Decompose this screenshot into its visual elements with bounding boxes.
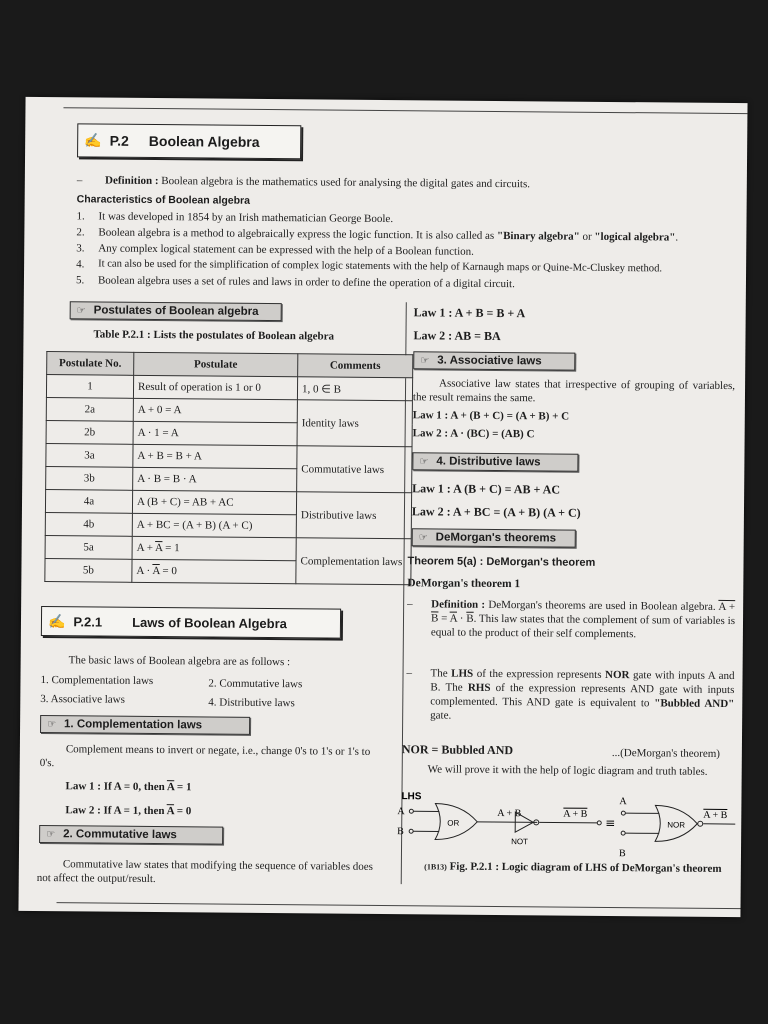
item-number: 3. [76,242,85,255]
distributive-title: 4. Distributive laws [436,455,541,469]
lhs-bold: RHS [467,681,491,694]
nor-bubble [698,821,703,826]
characteristics-title: Characteristics of Boolean algebra [76,193,251,207]
table-header-row [47,352,413,378]
law-bar: $\overline{A}$ [166,781,175,794]
complementation-law1 [65,779,191,794]
cell-postulate: A · B = B · A [133,467,297,491]
eq-part: = 1 [162,542,180,555]
demorgan-theorem: Theorem 5(a) : DeMorgan's theorem [407,555,596,569]
lhs-text: The [430,667,452,680]
figure-caption-text: Fig. P.2.1 : Logic diagram of LHS of DeMorgan's theorem [449,860,722,875]
complementation-law2 [65,803,191,818]
nor-reference: ...(DeMorgan's theorem) [611,747,721,760]
nor-input-a-label: A [619,796,627,808]
commutative-title: 2. Commutative laws [63,828,177,842]
lhs-text: gate. [430,709,452,722]
equivalence-sign: ≡ [605,815,616,831]
item-text-part: Boolean algebra is a method to algebraically express the logic function. It is also called as [98,226,498,242]
input-a-label: A [397,806,405,818]
item-text: Any complex logical statement can be expressed with the help of a Boolean function. [98,242,475,258]
item-bold: "logical algebra" [594,230,676,244]
item-text-part: . [675,231,679,244]
definition-text: Boolean algebra is the mathematics used for analysing the digital gates and circuits. [161,175,531,191]
distributive-law2: Law 2 : A + BC = (A + B) (A + C) [411,504,581,520]
bottom-rule [57,902,741,909]
cell-no: 2a [46,398,133,422]
table-row [45,490,411,516]
table-row [45,536,411,562]
demorgan-eq-mid: = [438,612,450,625]
item-text: Boolean algebra uses a set of rules and laws in order to define the operation of a digital circuit. [97,274,515,291]
associative-heading [413,351,575,370]
pointing-hand-icon: ☞ [419,455,429,467]
figure-caption [423,859,723,877]
commutative-law1: Law 1 : A + B = B + A [413,305,526,321]
cell-no: 1 [46,375,133,399]
item-text-part: or [579,230,595,243]
cell-comment: Identity laws [297,400,412,447]
commutative-law2: Law 2 : AB = BA [413,328,501,344]
complementation-text: Complement means to invert or negate, i.e., change 0's to 1's or 1's to 0's. [39,743,371,770]
eq-part: A + [136,541,156,555]
demorgan-def-text: DeMorgan's theorems are used in Boolean algebra. [488,598,716,613]
not-label: NOT [511,837,529,847]
law-part: = 0 [173,805,192,818]
laws-number: P.2.1 [73,613,103,630]
input-a-node [409,809,413,813]
item-number: 2. [76,226,85,239]
eq-part: A · [136,564,153,577]
lhs-text: gate with inputs A and B. The [430,669,735,694]
lhs-label: LHS [401,791,422,803]
cell-no: 5b [45,559,132,583]
header-cell: Postulate [134,352,298,376]
item-number: 5. [75,274,85,287]
cell-no: 4b [45,513,132,537]
cell-no: 3a [46,444,133,468]
item-bold: "Binary algebra" [496,229,580,243]
laws-intro: The basic laws of Boolean algebra are as follows : [68,654,291,669]
definition [77,173,717,193]
pencil-icon: ✍ [47,612,66,629]
page [18,97,747,917]
nor-input-b-label: B [618,848,626,860]
output-node [597,821,601,825]
nor-output-label: A + B [703,809,728,822]
wire-or-out [477,822,537,823]
demorgan-eq-a: $\overline{A}$ [449,612,458,625]
definition-label: Definition : [105,174,159,188]
section-heading [77,123,301,159]
demorgan-title: DeMorgan's theorems [435,531,557,545]
cell-postulate: A + BC = (A + B) (A + C) [132,513,296,537]
lhs-text: of the expression represents [473,667,606,681]
demorgan-def-label: Definition : [431,598,486,611]
item-text: It was developed in 1854 by an Irish mathematician George Boole. [98,210,394,226]
associative-text: Associative law states that irrespective of grouping of variables, the result remains the same. [412,377,736,405]
lhs-text: of the expression represents AND gate with inputs complemented. This AND gate is equivalent to [430,681,735,710]
section-number: P.2 [109,132,129,149]
pointing-hand-icon: ☞ [420,354,430,366]
cell-postulate: A + 0 = A [133,398,297,422]
law-part: = 1 [174,781,192,794]
lhs-bold: "Bubbled AND" [654,697,735,711]
input-b-label: B [397,826,404,838]
or-output-label: A + B [497,808,522,820]
demorgan-eq-dot: · [456,612,467,625]
cell-comment: 1, 0 ∈ B [297,377,412,401]
distributive-heading [412,452,578,471]
char-item [76,273,726,293]
nor-label: NOR [667,820,686,830]
associative-law2: Law 2 : A · (BC) = (AB) C [412,427,535,441]
nor-input-b-node [621,831,625,835]
complementation-heading [40,715,250,735]
dash: – [76,174,83,187]
nor-equation: NOR = Bubbled AND [401,742,514,758]
demorgan-def-text: . This law states that the complement of sum of variables is equal to the product of their self complements. [430,612,736,641]
table-caption: Table P.2.1 : Lists the postulates of Boolean algebra [93,328,335,343]
top-rule [63,99,747,114]
complementation-title: 1. Complementation laws [64,718,203,732]
associative-title: 3. Associative laws [437,354,542,368]
pointing-hand-icon: ☞ [47,718,57,730]
demorgan-heading [412,528,576,547]
laws-list-item: 4. Distributive laws [208,696,295,710]
postulates-title: Postulates of Boolean algebra [93,304,259,318]
laws-heading [41,606,341,639]
header-cell: Comments [298,354,413,378]
table-row [46,398,412,424]
cell-comment: Complementation laws [296,538,411,585]
cell-no: 4a [45,490,132,514]
demorgan-eq-lhs: A + B [430,600,736,625]
cell-postulate: Result of operation is 1 or 0 [133,375,297,399]
demorgan-definition [431,597,735,642]
pointing-hand-icon: ☞ [76,304,86,316]
laws-list-item: 3. Associative laws [40,693,126,706]
figure-code: (1B13) [424,862,447,872]
pointing-hand-icon: ☞ [418,531,428,543]
law-part: Law 1 : If A = 0, then [65,780,167,794]
demorgan-dash: – [407,598,413,611]
header-cell: Postulate No. [47,352,134,376]
section-title: Boolean Algebra [148,132,260,150]
law-part: Law 2 : If A = 1, then [65,804,167,818]
table-row [46,444,412,470]
eq-bar: $\overline{A}$ [152,564,160,578]
cell-no: 5a [45,536,132,560]
cell-comment: Commutative laws [297,446,412,493]
table-row [46,375,412,401]
eq-bar: $\overline{A}$ [155,542,163,555]
cell-postulate: A + B = B + A [133,444,297,468]
commutative-text: Commutative law states that modifying the sequence of variables does not affect the output/result. [36,858,373,886]
wire-not-out [539,822,597,823]
demorgan-eq-b: $\overline{B}$ [466,612,474,625]
prove-text: We will prove it with the help of logic diagram and truth tables. [427,763,708,778]
cell-postulate [132,559,296,583]
lhs-explanation [430,666,734,725]
laws-title: Laws of Boolean Algebra [132,614,288,631]
postulates-table [44,351,413,585]
distributive-law1: Law 1 : A (B + C) = AB + AC [412,481,561,497]
cell-no: 2b [46,421,133,445]
cell-postulate: A · 1 = A [133,421,297,445]
cell-no: 3b [46,467,133,491]
input-b-node [409,829,413,833]
cell-postulate [132,536,296,560]
eq-part: = 0 [159,565,177,578]
lhs-bold: LHS [451,667,474,680]
postulates-heading [70,301,282,321]
laws-list-item: 2. Commutative laws [208,677,303,691]
item-text: It can also be used for the simplification of complex logic statements with the help of Karnaugh maps or Quine-Mc-Cluskey method. [98,258,663,275]
lhs-bold: NOR [605,668,630,682]
law-bar: $\overline{A}$ [166,805,175,818]
demorgan-sub: DeMorgan's theorem 1 [407,577,521,591]
cell-comment: Distributive laws [296,492,411,539]
not-output-label: A + B [563,808,588,820]
laws-list-item: 1. Complementation laws [40,674,154,688]
pointing-hand-icon: ☞ [46,828,56,840]
nor-input-a-node [621,811,625,815]
commutative-heading [39,825,223,845]
cell-postulate: A (B + C) = AB + AC [132,490,296,514]
item-number: 4. [76,258,85,271]
lhs-dash: – [406,667,413,680]
logic-diagram [397,788,738,861]
associative-law1: Law 1 : A + (B + C) = (A + B) + C [412,409,570,423]
pencil-icon: ✍ [84,131,102,149]
item-number: 1. [76,210,85,223]
or-label: OR [447,818,460,828]
